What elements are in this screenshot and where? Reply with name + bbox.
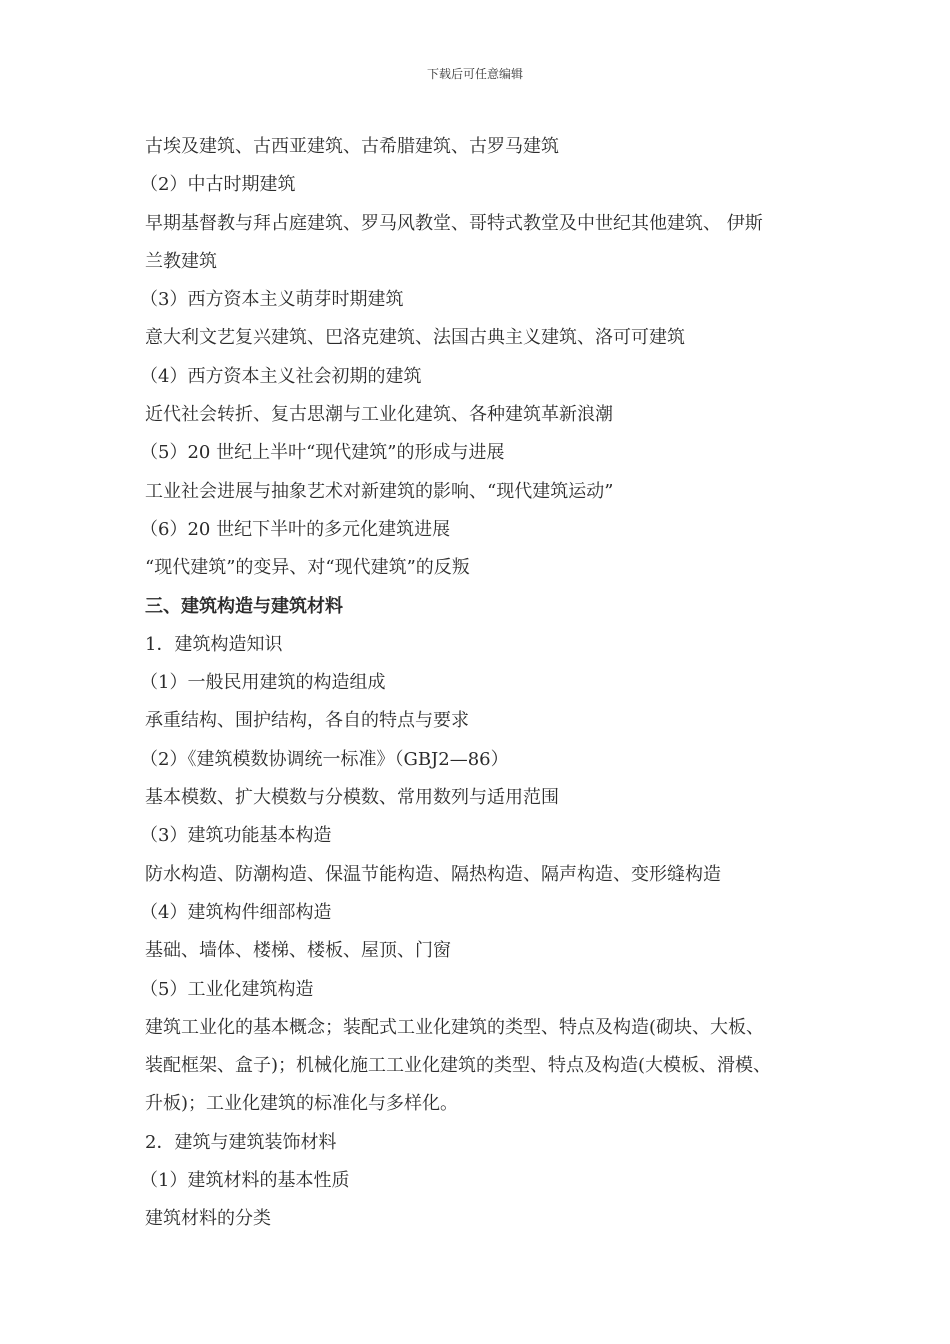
subheading: （5）20 世纪上半叶“现代建筑”的形成与进展 [140, 442, 505, 464]
subheading: （2）中古时期建筑 [140, 174, 296, 196]
text-line: 早期基督教与拜占庭建筑、罗马风教堂、哥特式教堂及中世纪其他建筑、 伊斯 [145, 212, 763, 234]
text-line: 建筑工业化的基本概念；装配式工业化建筑的类型、特点及构造(砌块、大板、 [145, 1016, 765, 1038]
text-line: 基本模数、扩大模数与分模数、常用数列与适用范围 [145, 787, 559, 809]
text-line: 承重结构、围护结构，各自的特点与要求 [145, 710, 469, 732]
document-body [140, 128, 810, 1239]
page-header: 下载后可任意编辑 [426, 67, 523, 81]
subheading: （6）20 世纪下半叶的多元化建筑进展 [140, 518, 451, 540]
subheading: （4）建筑构件细部构造 [140, 901, 332, 923]
text-line: 意大利文艺复兴建筑、巴洛克建筑、法国古典主义建筑、洛可可建筑 [145, 327, 685, 349]
subheading: （5）工业化建筑构造 [140, 978, 314, 1000]
text-line: 古埃及建筑、古西亚建筑、古希腊建筑、古罗马建筑 [145, 136, 559, 157]
text-line: 兰教建筑 [145, 250, 217, 272]
text-line: 装配框架、盒子)；机械化施工工业化建筑的类型、特点及构造(大模板、滑模、 [145, 1055, 772, 1077]
text-line: “现代建筑”的变异、对“现代建筑”的反叛 [145, 557, 470, 579]
numbered-heading: 2．建筑与建筑装饰材料 [145, 1131, 337, 1153]
subheading: （4）西方资本主义社会初期的建筑 [140, 365, 422, 387]
subheading: （2）《建筑模数协调统一标准》（GBJ2—86） [140, 748, 509, 770]
numbered-heading: 1．建筑构造知识 [145, 633, 283, 655]
text-line: 工业社会进展与抽象艺术对新建筑的影响、“现代建筑运动” [145, 480, 614, 502]
subheading: （3）西方资本主义萌芽时期建筑 [140, 289, 404, 311]
subheading: （1）建筑材料的基本性质 [140, 1170, 350, 1192]
text-line: 防水构造、防潮构造、保温节能构造、隔热构造、隔声构造、变形缝构造 [145, 863, 721, 885]
text-line: 近代社会转折、复古思潮与工业化建筑、各种建筑革新浪潮 [145, 404, 613, 426]
text-line: 升板)；工业化建筑的标准化与多样化。 [145, 1093, 459, 1115]
text-line: 建筑材料的分类 [145, 1208, 271, 1230]
section-heading: 三、建筑构造与建筑材料 [145, 595, 343, 617]
text-line: 基础、墙体、楼梯、楼板、屋顶、门窗 [145, 940, 451, 962]
subheading: （1）一般民用建筑的构造组成 [140, 672, 386, 694]
subheading: （3）建筑功能基本构造 [140, 825, 332, 847]
